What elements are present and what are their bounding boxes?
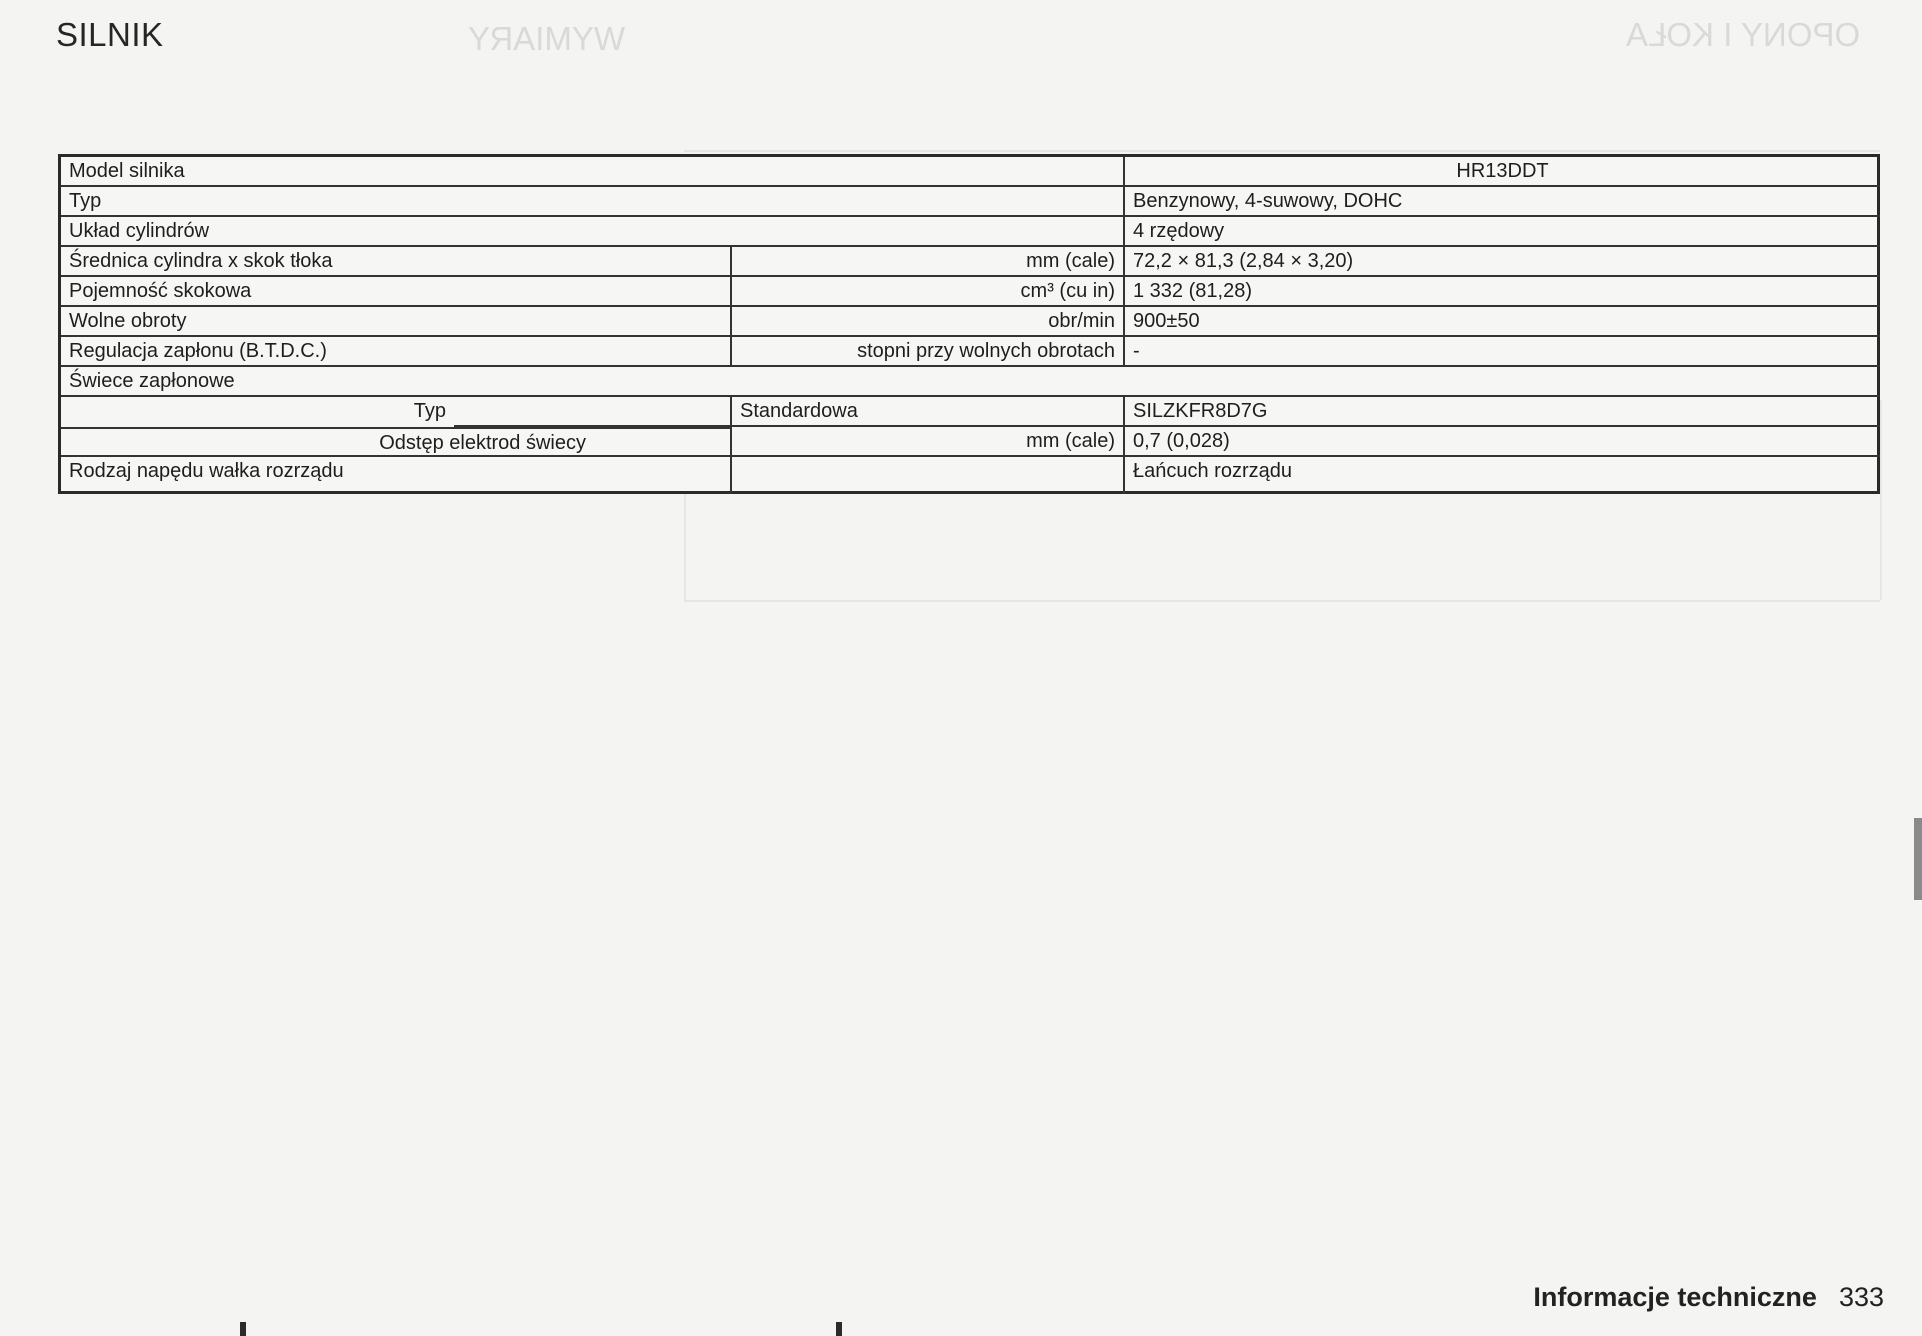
idle-speed-unit: obr/min — [730, 307, 1125, 337]
cylinder-layout-label: Układ cylindrów — [61, 217, 1125, 247]
spark-plugs-label: Świece zapłonowe — [61, 367, 1880, 397]
ghost-heading-dimensions: WYMIARY — [468, 20, 626, 57]
spark-type-unit: Standardowa — [730, 397, 1125, 427]
type-value: Benzynowy, 4-suwowy, DOHC — [1125, 187, 1880, 217]
spark-type-value: SILZKFR8D7G — [1125, 397, 1880, 427]
ignition-timing-value: - — [1125, 337, 1880, 367]
cylinder-layout-value: 4 rzędowy — [1125, 217, 1880, 247]
engine-model-label: Model silnika — [61, 157, 1125, 187]
camshaft-drive-value: Łańcuch rozrządu — [1133, 460, 1292, 482]
spark-gap-unit: mm (cale) — [730, 427, 1125, 457]
displacement-value: 1 332 (81,28) — [1125, 277, 1880, 307]
footer-section-title: Informacje techniczne — [1533, 1282, 1817, 1312]
spark-type-label: Typ — [413, 400, 446, 422]
ghost-rule — [684, 150, 1880, 152]
page-number: 333 — [1838, 1282, 1884, 1312]
ghost-heading-tyres: OPONY I KOŁA — [1626, 16, 1861, 53]
engine-spec-table — [58, 154, 1880, 494]
bore-stroke-unit: mm (cale) — [730, 247, 1125, 277]
idle-speed-label: Wolne obroty — [61, 307, 730, 337]
crop-mark — [836, 1322, 842, 1336]
spark-type-spacer — [454, 397, 730, 427]
chapter-tab-marker — [1914, 818, 1922, 900]
ghost-rule — [1880, 400, 1882, 600]
spark-gap-value: 0,7 (0,028) — [1125, 427, 1880, 457]
camshaft-drive-label: Rodzaj napędu wałka rozrządu — [69, 460, 344, 482]
bore-stroke-value: 72,2 × 81,3 (2,84 × 3,20) — [1125, 247, 1880, 277]
ghost-rule — [684, 600, 1880, 602]
idle-speed-value: 900±50 — [1125, 307, 1880, 337]
displacement-label: Pojemność skokowa — [61, 277, 730, 307]
page-title: SILNIK — [56, 16, 164, 53]
camshaft-drive-spacer — [730, 457, 1125, 494]
page-footer — [1533, 1282, 1884, 1313]
crop-mark — [240, 1322, 246, 1336]
ignition-timing-unit: stopni przy wolnych obrotach — [730, 337, 1125, 367]
bore-stroke-label: Średnica cylindra x skok tłoka — [61, 247, 730, 277]
displacement-unit: cm³ (cu in) — [730, 277, 1125, 307]
spark-gap-spacer — [594, 427, 730, 457]
ignition-timing-label: Regulacja zapłonu (B.T.D.C.) — [61, 337, 730, 367]
spark-gap-label: Odstęp elektrod świecy — [61, 427, 594, 457]
type-label: Typ — [61, 187, 1125, 217]
engine-model-value: HR13DDT — [1125, 157, 1880, 187]
